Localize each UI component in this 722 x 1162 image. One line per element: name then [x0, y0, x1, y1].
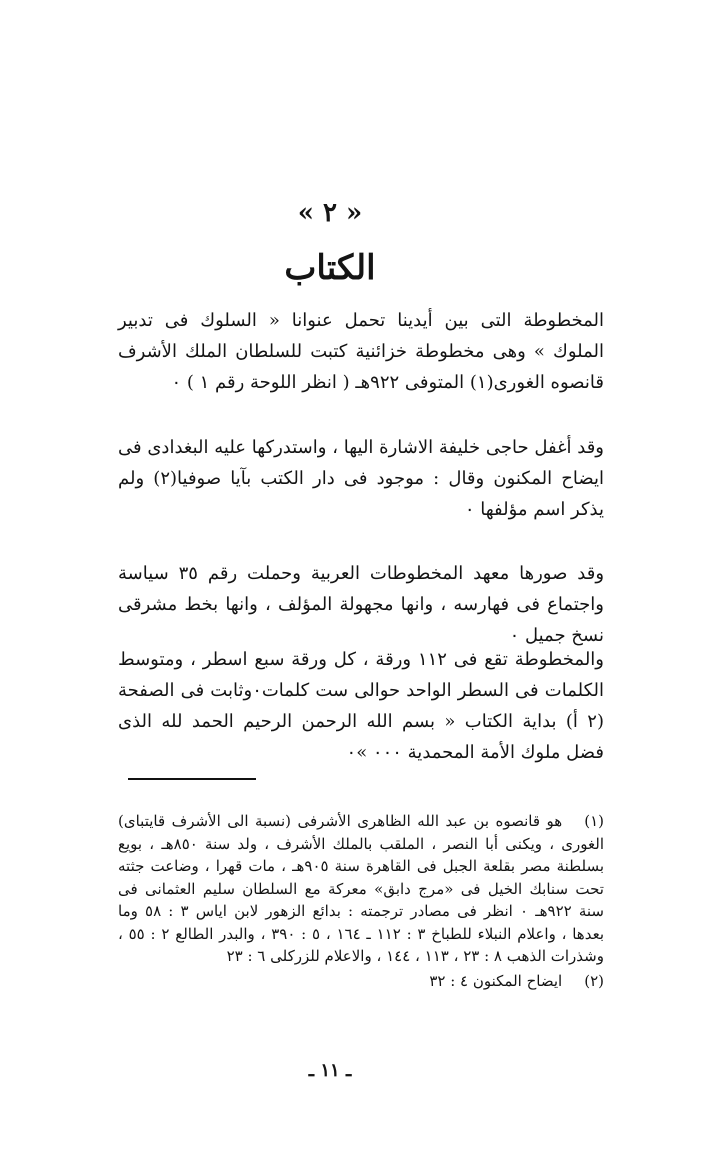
chapter-number: « ٢ »	[297, 198, 363, 228]
page-number: ـ ١١ ـ	[308, 1060, 352, 1081]
footnotes	[118, 810, 604, 992]
footnote-1	[118, 810, 604, 968]
chapter-title: الكتاب	[284, 248, 376, 288]
footnote-2	[118, 970, 604, 993]
paragraph-4: والمخطوطة تقع فى ١١٢ ورقة ، كل ورقة سبع اسطر ، ومتوسط الكلمات فى السطر الواحد حوالى ست كلمات٠وثابت فى الصفحة (٢ أ) بداية الكتاب « بسم الله الرحمن الرحيم الحمد لله الذى فضل ملوك الأمة المحمدية ٠٠٠ »٠	[118, 649, 604, 763]
paragraph-2: وقد أغفل حاجى خليفة الاشارة اليها ، واستدركها عليه البغدادى فى ايضاح المكنون وقال : موجود فى دار الكتب بآيا صوفيا(٢) ولم يذكر اسم مؤلفها ٠	[118, 437, 604, 520]
footnote-1-text: هو قانصوه بن عبد الله الظاهرى الأشرفى (نسبة الى الأشرف قايتباى) الغورى ، ويكنى أبا النصر ، الملقب بالملك الأشرف ، ولد سنة ٨٥٠هـ ، بويع بسلطنة مصر بقلعة الجبل فى القاهرة سنة ٩٠٥هـ ، مات قهرا ، وضاعت جثته تحت سنابك الخيل فى «مرج دابق» معركة مع السلطان سليم العثمانى فى سنة ٩٢٢هـ ٠ انظر فى مصادر ترجمته : بدائع الزهور لابن اياس ٣ : ٥٨ وما بعدها ، واعلام النبلاء للطباخ ٣ : ١١٢ ـ ١٦٤ ، ٥ : ٣٩٠ ، والبدر الطالع ٢ : ٥٥ ، وشذرات الذهب ٨ : ٢٣ ، ١١٣ ، ١٤٤ ، والاعلام للزركلى ٦ : ٢٣	[118, 812, 605, 965]
footnote-divider	[128, 778, 256, 780]
footnote-1-marker: (١)	[584, 812, 604, 830]
paragraph-1: المخطوطة التى بين أيدينا تحمل عنوانا « السلوك فى تدبير الملوك » وهى مخطوطة خزائنية كتبت للسلطان الملك الأشرف قانصوه الغورى(١) المتوفى ٩٢٢هـ ( انظر اللوحة رقم ١ ) ٠	[118, 310, 604, 393]
footnote-2-text: ايضاح المكنون ٤ : ٣٢	[429, 971, 563, 990]
footnote-2-marker: (٢)	[584, 971, 604, 990]
paragraph-3: وقد صورها معهد المخطوطات العربية وحملت رقم ٣٥ سياسة واجتماع فى فهارسه ، وانها مجهولة المؤلف ، وانها بخط مشرقى نسخ جميل ٠	[118, 563, 605, 646]
